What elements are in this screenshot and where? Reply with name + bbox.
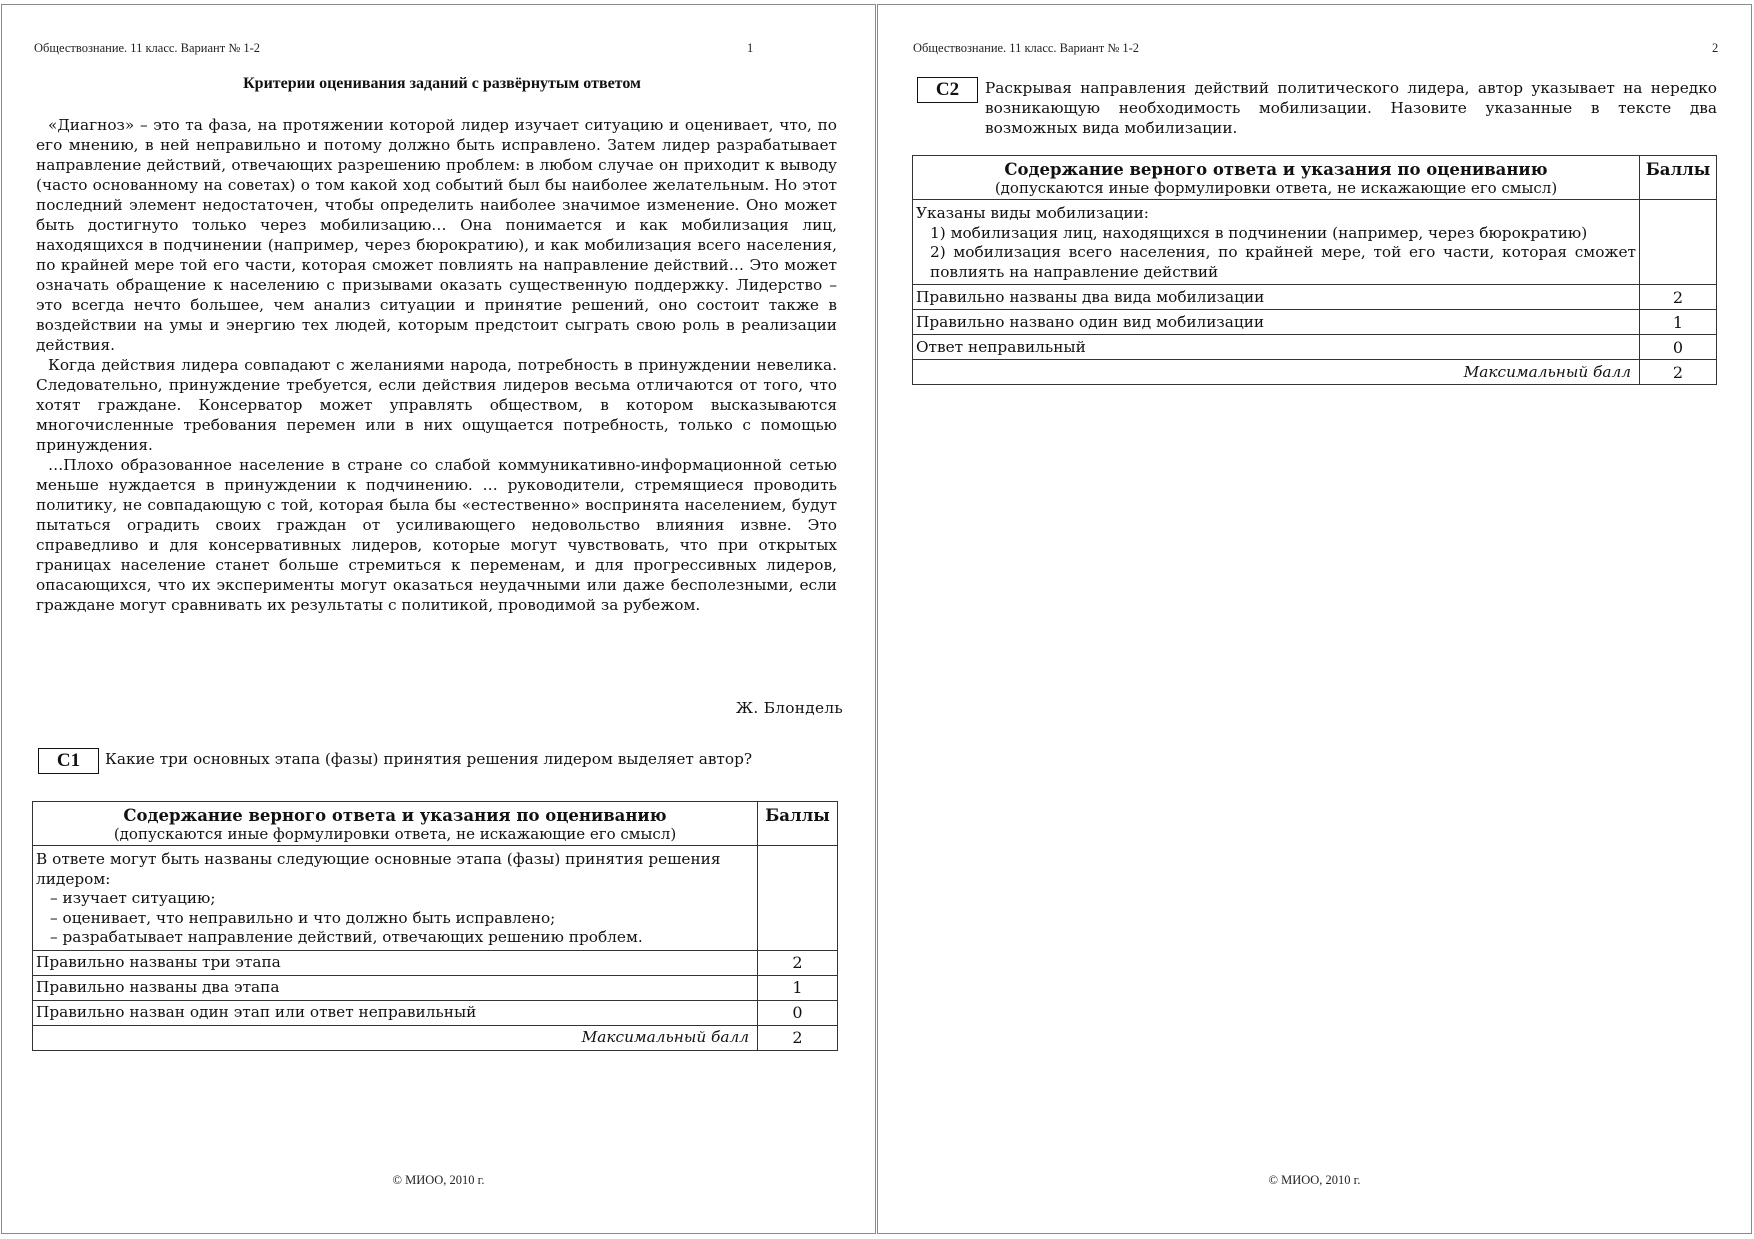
list-item: – изучает ситуацию; (50, 889, 216, 907)
list-item: – оценивает, что неправильно и что должно быть исправлено; (50, 908, 556, 927)
criteria-table-c2 (912, 155, 1717, 385)
table-header-row (33, 802, 838, 846)
running-header: Обществознание. 11 класс. Вариант № 1-2 (913, 41, 1140, 55)
content-intro: Указаны виды мобилизации: (916, 204, 1149, 222)
table-header-row (913, 156, 1717, 200)
task-label-c1: С1 (38, 748, 99, 774)
content-intro: В ответе могут быть названы следующие основные этапа (фазы) принятия решения лидером: (36, 850, 721, 888)
table-row (33, 950, 838, 975)
table-row (33, 1025, 838, 1050)
page-footer: © МИОО, 2010 г. (1268, 1173, 1361, 1187)
criterion-text: Правильно назван один этап или ответ неправильный (33, 1000, 758, 1025)
page-2 (877, 4, 1752, 1234)
page-1 (1, 4, 876, 1234)
max-score-value: 2 (758, 1025, 838, 1050)
table-row (33, 975, 838, 1000)
criterion-score: 1 (1640, 310, 1717, 335)
paragraph: «Диагноз» – это та фаза, на протяжении которой лидер изучает ситуацию и оценивает, что, по его мнению, в ней неправильно и потому должно быть исправлено. Затем лидер разрабатывает направление действий, отвечающих разрешению проблем: в любом случае он приходит к выводу (часто основанному на советах) о том какой ход событий был бы наиболее желательным. Но этот последний элемент недостаточен, чтобы определить наиболее значимое изменение. Оно может быть достигнуто только через мобилизацию… Она понимается и как мобилизация лиц, находящихся в подчинении (например, через бюрократию), и как мобилизация всего населения, по крайней мере той его части, которая сможет повлиять на направление действий… Это может означать обращение к населению с призывами оказать существенную поддержку. Лидерство – это всегда нечто большее, чем анализ ситуации и принятие решений, оно состоит также в воздействии на умы и энергию тех людей, которым предстоит сыграть свою роль в реализации действия. (36, 116, 837, 354)
text-author: Ж. Блондель (735, 699, 843, 717)
task-label-c2: С2 (917, 77, 978, 103)
criterion-text: Правильно названо один вид мобилизации (913, 310, 1640, 335)
max-score-label: Максимальный балл (913, 360, 1640, 385)
max-score-label: Максимальный балл (33, 1025, 758, 1050)
criterion-text: Правильно названы два вида мобилизации (913, 285, 1640, 310)
list-item: – разрабатывает направление действий, отвечающих решению проблем. (50, 928, 643, 946)
task-question-c1: Какие три основных этапа (фазы) принятия решения лидером выделяет автор? (105, 750, 753, 768)
paragraph: …Плохо образованное население в стране со слабой коммуникативно-информационной сетью меньше нуждается в принуждении к подчинению. … руководители, стремящиеся проводить политику, не совпадающую с той, которая была бы «естественно» воспринята населением, будут пытаться оградить своих граждан от усиливающего недовольство влияния извне. Это справедливо и для консервативных лидеров, которые могут чувствовать, что при открытых границах население станет больше стремиться к переменам, и для прогрессивных лидеров, опасающихся, что их эксперименты могут оказаться неудачными или даже бесполезными, если граждане могут сравнивать их результаты с политикой, проводимой за рубежом. (36, 456, 837, 614)
max-score-value: 2 (1640, 360, 1717, 385)
answer-content (913, 200, 1640, 285)
header-main: Содержание верного ответа и указания по оцениванию (123, 806, 667, 825)
table-row (33, 846, 838, 951)
header-sub: (допускаются иные формулировки ответа, не искажающие его смысл) (113, 825, 677, 843)
criterion-text: Правильно названы три этапа (33, 950, 758, 975)
table-row (913, 285, 1717, 310)
page-number: 2 (1712, 41, 1719, 55)
criterion-text: Правильно названы два этапа (33, 975, 758, 1000)
criterion-score: 0 (758, 1000, 838, 1025)
score-header: Баллы (758, 802, 838, 846)
running-header: Обществознание. 11 класс. Вариант № 1-2 (34, 41, 261, 55)
criterion-score: 2 (1640, 285, 1717, 310)
table-row (913, 310, 1717, 335)
page-number: 1 (747, 41, 754, 55)
paragraph: Когда действия лидера совпадают с желаниями народа, потребность в принуждении невелика. Следовательно, принуждение требуется, если действия лидеров весьма отличаются от того, что хотят граждане. Консерватор может управлять обществом, в котором высказываются многочисленные требования перемен или в них ощущается потребность, только с помощью принуждения. (36, 356, 837, 454)
header-sub: (допускаются иные формулировки ответа, не искажающие его смысл) (994, 179, 1558, 197)
table-row (33, 1000, 838, 1025)
score-header: Баллы (1640, 156, 1717, 200)
empty-score-cell (758, 846, 838, 951)
table-row (913, 335, 1717, 360)
criteria-table-c1 (32, 801, 838, 1051)
header-main: Содержание верного ответа и указания по оцениванию (1004, 160, 1548, 179)
table-row (913, 360, 1717, 385)
task-question-c2: Раскрывая направления действий политического лидера, автор указывает на нередко возникающую необходимость мобилизации. Назовите указанные в тексте два возможных вида мобилизации. (985, 79, 1717, 137)
list-item: 1) мобилизация лиц, находящихся в подчинении (например, через бюрократию) (930, 223, 1588, 242)
list-item: 2) мобилизация всего населения, по крайней мере, той его части, которая сможет повлиять на направление действий (930, 243, 1636, 281)
table-row (913, 200, 1717, 285)
criterion-score: 2 (758, 950, 838, 975)
empty-score-cell (1640, 200, 1717, 285)
content-header (913, 156, 1640, 200)
criterion-text: Ответ неправильный (913, 335, 1640, 360)
answer-content (33, 846, 758, 951)
page-title: Критерии оценивания заданий с развёрнутым ответом (243, 75, 641, 92)
page-footer: © МИОО, 2010 г. (392, 1173, 485, 1187)
criterion-score: 1 (758, 975, 838, 1000)
content-header (33, 802, 758, 846)
source-text (36, 115, 837, 615)
criterion-score: 0 (1640, 335, 1717, 360)
